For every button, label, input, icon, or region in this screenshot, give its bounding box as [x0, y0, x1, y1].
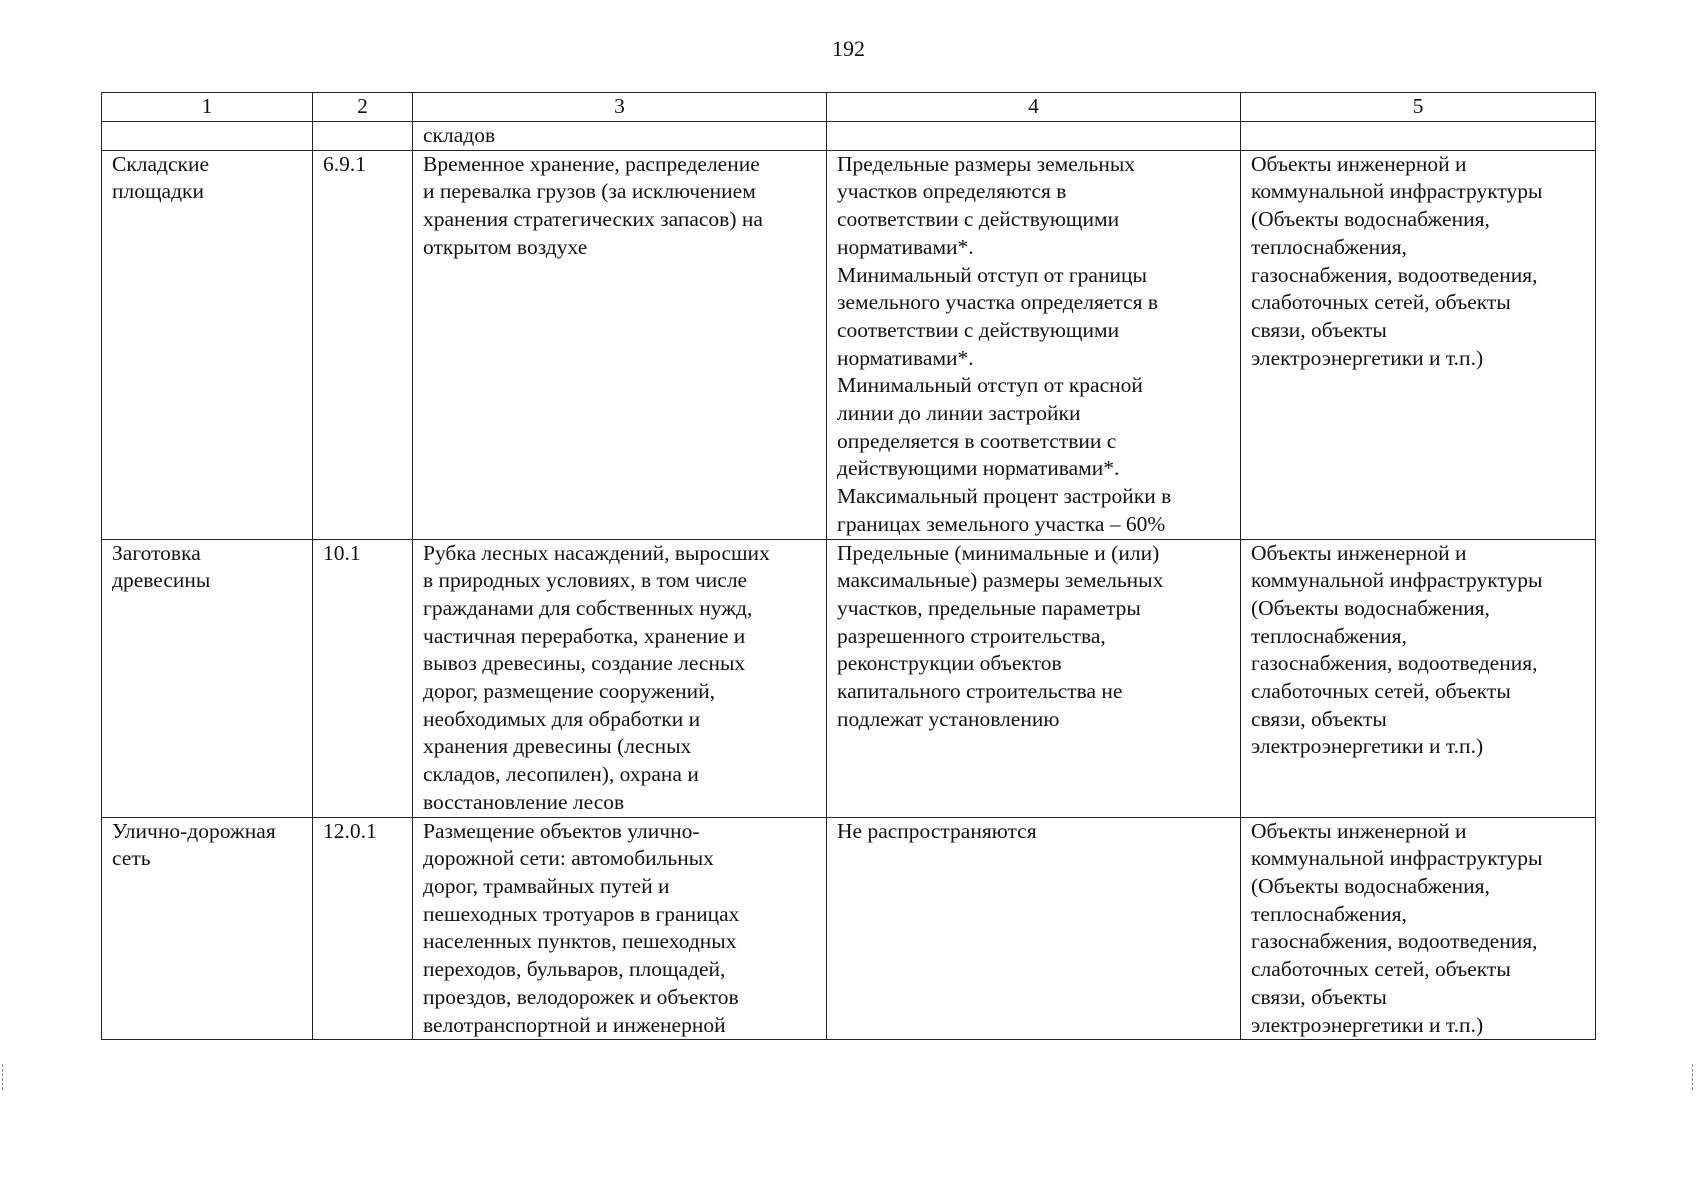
page-number: 192 — [832, 36, 865, 61]
column-header: 1 — [102, 93, 313, 122]
description-cell: Временное хранение, распределение и перевалка грузов (за исключением хранения стратегических запасов) на открытом воздухе — [413, 150, 827, 539]
use-code-cell: 6.9.1 — [313, 150, 413, 539]
infrastructure-cell: Объекты инженерной и коммунальной инфраструктуры (Объекты водоснабжения, теплоснабжения, газоснабжения, водоотведения, слаботочных сетей, объекты связи, объекты электроэнергетики и т.п.) — [1241, 817, 1596, 1040]
use-type-cell — [102, 122, 313, 151]
parameters-cell: Предельные размеры земельных участков определяются в соответствии с действующими нормативами*. Минимальный отступ от границы земельного участка определяется в соответствии с действующими нормативами*. Минимальный отступ от красной линии до линии застройки определяется в соответствии с действующими нормативами*. Максимальный процент застройки в границах земельного участка – 60% — [827, 150, 1241, 539]
parameters-cell — [827, 122, 1241, 151]
table-row — [102, 539, 1596, 817]
description-cell: Рубка лесных насаждений, выросших в природных условиях, в том числе гражданами для собственных нужд, частичная переработка, хранение и вывоз древесины, создание лесных дорог, размещение сооружений, необходимых для обработки и хранения древесины (лесных складов, лесопилен), охрана и восстановление лесов — [413, 539, 827, 817]
column-header: 3 — [413, 93, 827, 122]
table-row — [102, 150, 1596, 539]
use-type-cell: Заготовка древесины — [102, 539, 313, 817]
infrastructure-cell: Объекты инженерной и коммунальной инфраструктуры (Объекты водоснабжения, теплоснабжения, газоснабжения, водоотведения, слаботочных сетей, объекты связи, объекты электроэнергетики и т.п.) — [1241, 539, 1596, 817]
table-header-row — [102, 93, 1596, 122]
use-code-cell: 10.1 — [313, 539, 413, 817]
column-header: 4 — [827, 93, 1241, 122]
use-type-cell: Улично-дорожная сеть — [102, 817, 313, 1040]
description-cell: складов — [413, 122, 827, 151]
description-cell: Размещение объектов улично- дорожной сети: автомобильных дорог, трамвайных путей и пешеходных тротуаров в границах населенных пунктов, пешеходных переходов, бульваров, площадей, проездов, велодорожек и объектов велотранспортной и инженерной — [413, 817, 827, 1040]
table-row — [102, 817, 1596, 1040]
table-row — [102, 122, 1596, 151]
infrastructure-cell — [1241, 122, 1596, 151]
parameters-cell: Предельные (минимальные и (или) максимальные) размеры земельных участков, предельные параметры разрешенного строительства, реконструкции объектов капитального строительства не подлежат установлению — [827, 539, 1241, 817]
scan-edge-mark-left — [2, 1064, 4, 1090]
scan-edge-mark-right — [1692, 1064, 1694, 1090]
column-header: 5 — [1241, 93, 1596, 122]
infrastructure-cell: Объекты инженерной и коммунальной инфраструктуры (Объекты водоснабжения, теплоснабжения, газоснабжения, водоотведения, слаботочных сетей, объекты связи, объекты электроэнергетики и т.п.) — [1241, 150, 1596, 539]
use-code-cell: 12.0.1 — [313, 817, 413, 1040]
column-header: 2 — [313, 93, 413, 122]
parameters-cell: Не распространяются — [827, 817, 1241, 1040]
use-type-cell: Складские площадки — [102, 150, 313, 539]
use-code-cell — [313, 122, 413, 151]
land-use-table — [101, 92, 1596, 1040]
